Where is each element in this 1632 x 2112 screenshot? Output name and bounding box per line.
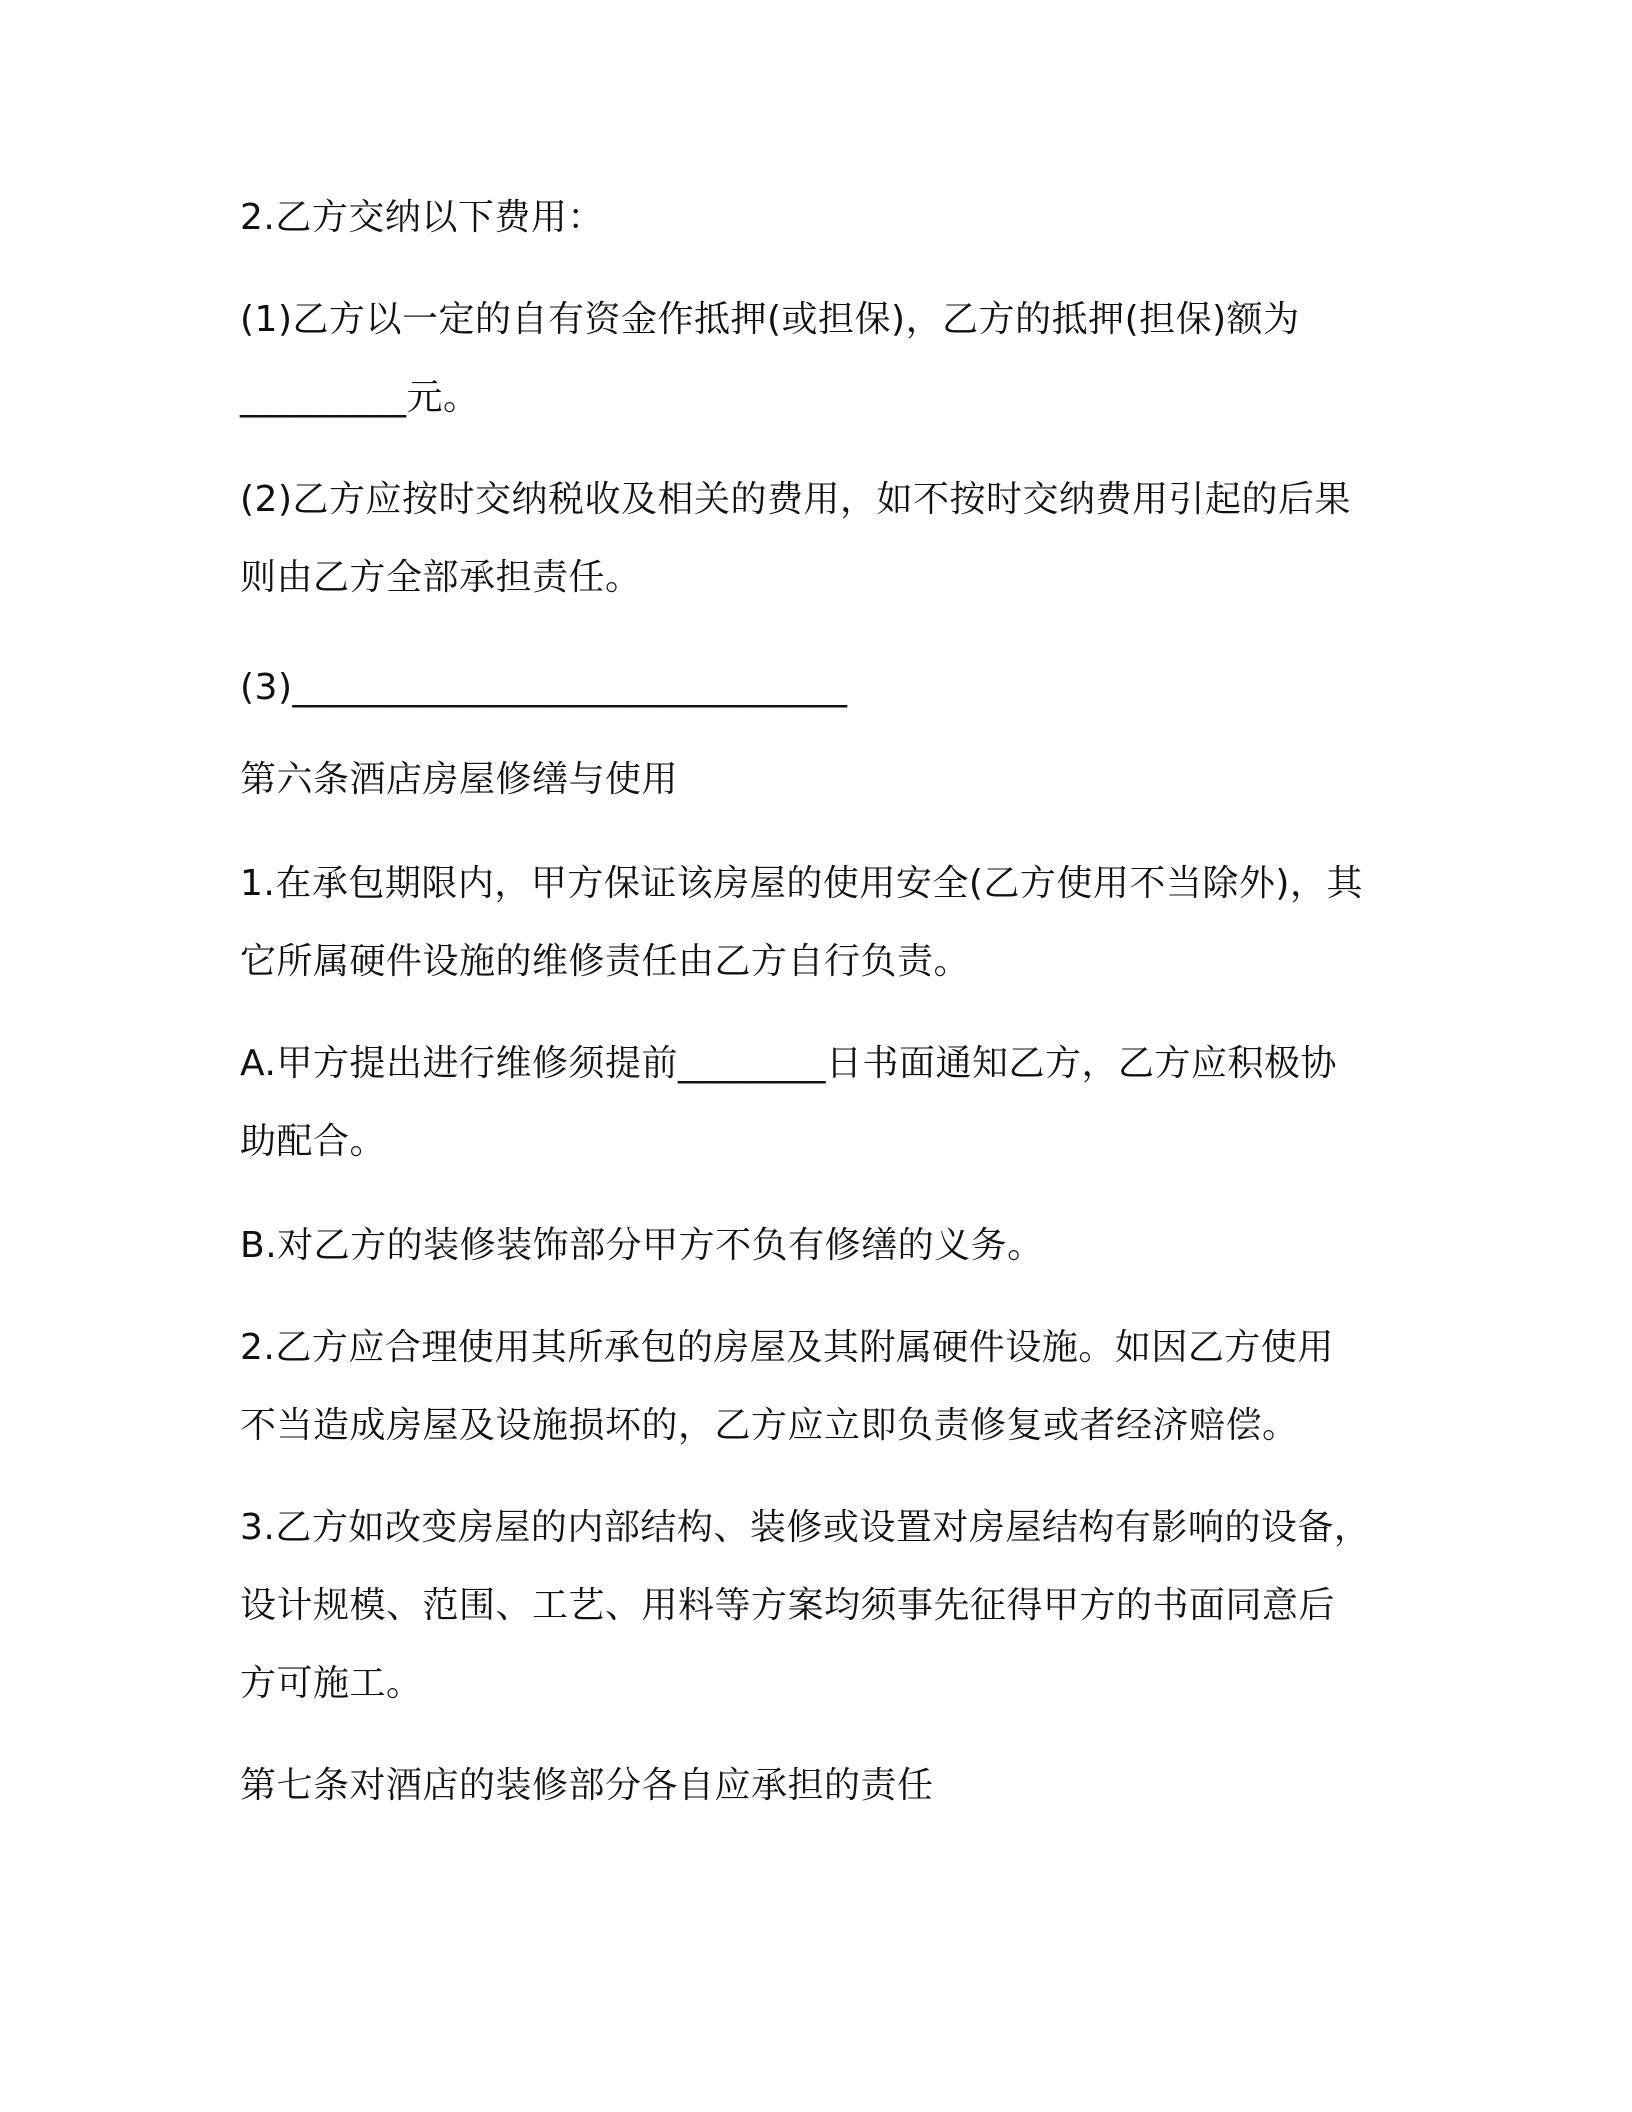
article-6-clause-2-line-2: 不当造成房屋及设施损坏的，乙方应立即负责修复或者经济赔偿。 xyxy=(240,1405,1299,1446)
clause-2-item-2-line-1: (2)乙方应按时交纳税收及相关的费用，如不按时交纳费用引起的后果 xyxy=(240,479,1351,520)
article-6-clause-1-line-2: 它所属硬件设施的维修责任由乙方自行负责。 xyxy=(240,941,971,982)
clause-2-item-2-line-2: 则由乙方全部承担责任。 xyxy=(240,557,642,598)
article-6-clause-3-line-3: 方可施工。 xyxy=(240,1663,423,1704)
article-6-clause-a-line-1: A.甲方提出进行维修须提前________日书面通知乙方，乙方应积极协 xyxy=(240,1043,1337,1084)
article-6-clause-1-line-1: 1.在承包期限内，甲方保证该房屋的使用安全(乙方使用不当除外)，其 xyxy=(240,863,1363,904)
article-6-clause-3-line-1: 3.乙方如改变房屋的内部结构、装修或设置对房屋结构有影响的设备， xyxy=(240,1507,1371,1548)
clause-2-fees-heading: 2.乙方交纳以下费用： xyxy=(240,197,604,238)
article-6-clause-a-line-2: 助配合。 xyxy=(240,1121,387,1162)
article-6-clause-b: B.对乙方的装修装饰部分甲方不负有修缮的义务。 xyxy=(240,1225,1044,1266)
clause-2-item-1-line-2: _________元。 xyxy=(240,377,480,418)
article-6-heading: 第六条酒店房屋修缮与使用 xyxy=(240,759,679,800)
article-6-clause-3-line-2: 设计规模、范围、工艺、用料等方案均须事先征得甲方的书面同意后 xyxy=(240,1585,1336,1626)
article-6-clause-2-line-1: 2.乙方应合理使用其所承包的房屋及其附属硬件设施。如因乙方使用 xyxy=(240,1327,1334,1368)
article-7-heading: 第七条对酒店的装修部分各自应承担的责任 xyxy=(240,1765,934,1806)
clause-2-item-1-line-1: (1)乙方以一定的自有资金作抵押(或担保)，乙方的抵押(担保)额为 xyxy=(240,299,1300,340)
clause-2-item-3: (3)______________________________ xyxy=(240,667,848,708)
